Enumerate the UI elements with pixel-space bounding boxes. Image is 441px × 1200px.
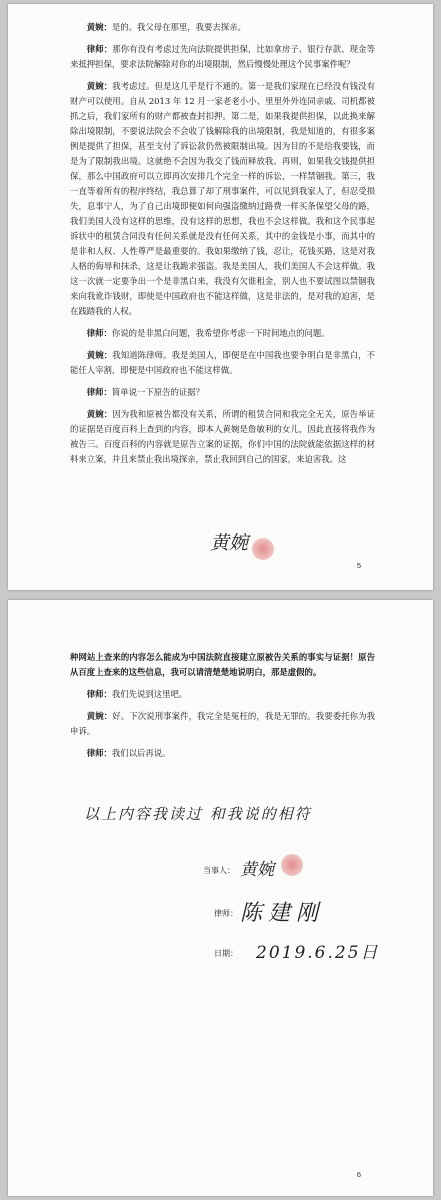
transcript-paragraph <box>70 348 375 378</box>
speaker-label: 黄婉： <box>86 350 113 360</box>
handwritten-confirmation: 以上内容我读过 和我说的相符 <box>84 805 312 823</box>
speaker-label: 黄婉： <box>86 22 112 32</box>
paragraph-text: 是的。我父母在那里，我要去探亲。 <box>111 22 246 32</box>
transcript-body <box>70 650 375 761</box>
speaker-label: 黄婉： <box>86 409 113 419</box>
transcript-paragraph <box>70 20 375 35</box>
signature-huang-wan: 黄婉 <box>210 532 249 554</box>
speaker-label: 律师： <box>86 387 112 397</box>
date-label: 日期： <box>214 949 238 958</box>
speaker-label: 律师： <box>86 44 113 54</box>
speaker-label: 律师： <box>86 748 112 758</box>
party-signature: 黄婉 <box>240 860 274 880</box>
page-number: 6 <box>356 1170 361 1179</box>
paragraph-text: 你说的是非黑白问题，我希望你考虑一下时间地点的问题。 <box>111 328 330 338</box>
paragraph-text: 我们先说到这里吧。 <box>111 689 188 699</box>
red-fingerprint-seal <box>281 854 303 876</box>
document-page-6 <box>8 600 433 1196</box>
transcript-paragraph <box>70 650 375 680</box>
transcript-body <box>70 20 375 467</box>
speaker-label: 黄婉： <box>86 711 113 721</box>
paragraph-text: 我们以后再说。 <box>111 748 171 758</box>
speaker-label: 律师： <box>86 328 112 338</box>
transcript-paragraph <box>70 407 375 467</box>
red-fingerprint-seal <box>252 538 274 560</box>
paragraph-text: 简单说一下原告的证据？ <box>111 387 205 397</box>
lawyer-label: 律师： <box>214 909 238 918</box>
paragraph-text: 我考虑过。但是这几乎是行不通的。第一是我们家现在已经没有钱没有财产可以使用。自从 2013 年 12 月一家老老小小、里里外外连同亲戚、司机都被抓之后，我们家所有的财产都被查封扣押。第二是，如果我提供担保，以此换来解除出境限制，不要说法院会不会收了钱解除我的出境限制，我是知道的，有很多案例是提供了担保，甚至支付了诉讼款仍然被限制出境。因为目的不是给我要钱，而是为了限制我出境。这就绝不会因为我交了钱而释放我。再则，如果我交钱提供担保，那么中国政府可以立即再次安排几个完全一样的诉讼，一样禁锢我。第三，我一直等着所有的程序终结，我总算了却了刑事案件，可以见到我家人了，但忍受损失，息事宁人，为了自己出境即便如何向强盗缴纳过路费一样买条保望父母的路，我们美国人没有这样的思维，没有这样的思想，我也不会这样做。我和这个民事起诉状中的租赁合同没有任何关系就是没有任何关系，其中的金钱是小事，而其中的是非和人权、人性尊严是最重要的。我如果缴纳了钱，忍让，花钱买路，这是对我人格的侮辱和抹杀，这是让我跪求强盗。我是美国人，我们美国人不会这样做。我这一次就一定要争出一个是非黑白来，我没有欠谁租金，别人也不要试图以禁锢我来向我讹诈钱财，即使是中国政府也不能这样做，这是非法的，是对我的迫害，是在践踏我的人权。 <box>70 81 376 316</box>
paragraph-text: 我知道陈律师。我是美国人，即便是在中国我也要争明白是非黑白，不能任人宰割，即便是中国政府也不能这样做。 <box>70 350 376 375</box>
party-label: 当事人： <box>203 866 235 875</box>
transcript-paragraph <box>70 326 375 341</box>
transcript-paragraph <box>70 79 375 319</box>
paragraph-text: 种网站上查来的内容怎么能成为中国法院直接建立原被告关系的事实与证据！原告从百度上查来的这些信息，我可以请清楚楚地说明白，那是虚假的。 <box>70 652 375 677</box>
transcript-paragraph <box>70 709 375 739</box>
transcript-paragraph <box>70 385 375 400</box>
transcript-paragraph <box>70 746 375 761</box>
paragraph-text: 好。下次说刑事案件，我完全是冤枉的，我是无罪的。我要委托你为我申诉。 <box>70 711 376 736</box>
speaker-label: 黄婉： <box>86 81 113 91</box>
paragraph-text: 那你有没有考虑过先向法院提供担保，比如拿房子、银行存款、现金等来抵押担保，要求法院解除对你的出境限制，然后慢慢处理这个民事案件呢？ <box>70 44 376 69</box>
signed-date: 2019.6.25日 <box>256 943 380 963</box>
lawyer-signature: 陈建刚 <box>240 901 325 926</box>
speaker-label: 律师： <box>86 689 112 699</box>
paragraph-text: 因为我和原被告都没有关系，所谓的租赁合同和我完全无关，原告举证的证据是百度百科上查到的内容，即本人黄婉是詹敏利的女儿，因此直接将我作为被告三。百度百科的内容就是原告立案的证据，你们中国的法院就能依据这样的材料来立案，并且来禁止我出境探亲，禁止我回到自己的国家，来迫害我。这 <box>70 409 376 464</box>
transcript-paragraph <box>70 687 375 702</box>
transcript-paragraph <box>70 42 375 72</box>
document-page-5 <box>8 4 433 590</box>
page-number: 5 <box>356 561 361 570</box>
